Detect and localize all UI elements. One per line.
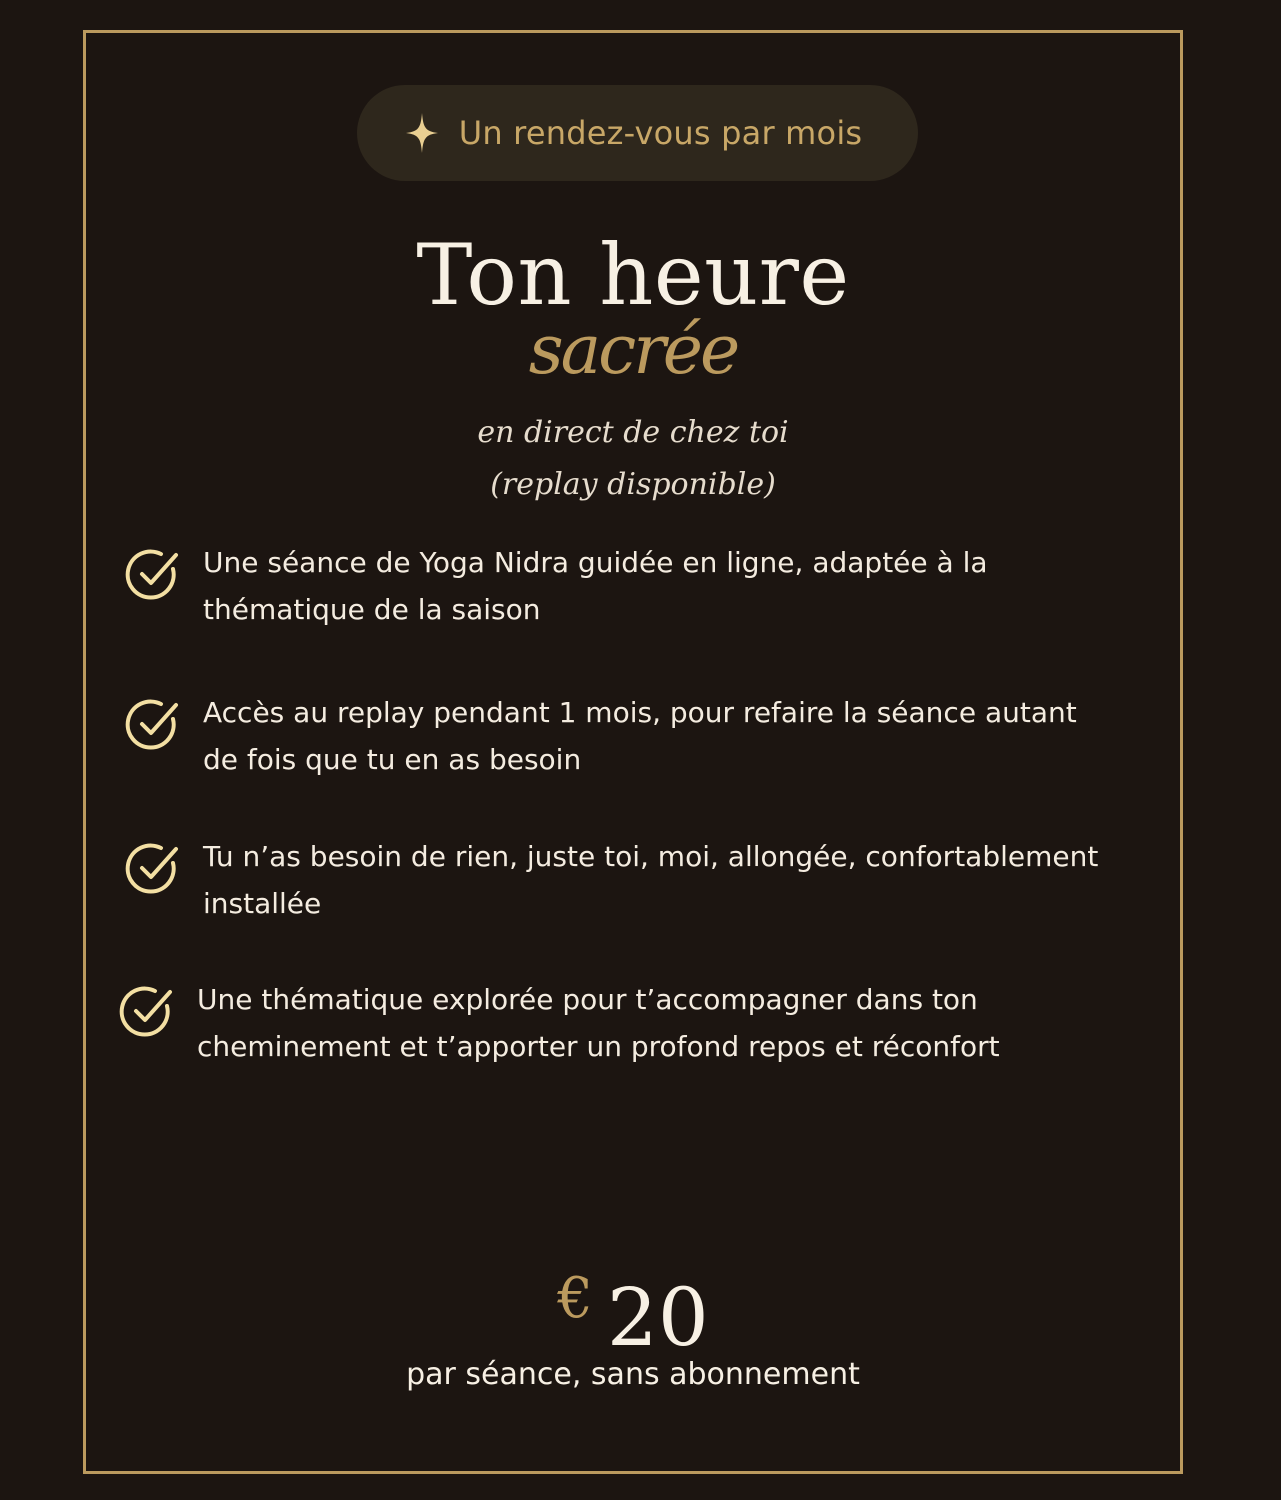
offer-subtitle bbox=[86, 407, 1180, 511]
price-amount: 20 bbox=[606, 1271, 709, 1364]
check-circle-icon bbox=[123, 695, 183, 755]
subtitle-line-replay: (replay disponible) bbox=[490, 467, 776, 502]
sparkle-icon bbox=[405, 112, 439, 154]
offer-title-accent: sacrée bbox=[528, 311, 738, 390]
subtitle-line-live: en direct de chez toi bbox=[477, 415, 789, 450]
feature-item bbox=[123, 539, 1103, 633]
offer-card bbox=[83, 30, 1183, 1474]
check-circle-icon bbox=[123, 545, 183, 605]
feature-text: Tu n’as besoin de rien, juste toi, moi, allongée, confortablement installée bbox=[203, 840, 1099, 920]
frequency-badge bbox=[357, 85, 918, 181]
feature-item bbox=[123, 689, 1103, 783]
price-note: par séance, sans abonnement bbox=[406, 1357, 860, 1392]
feature-text: Accès au replay pendant 1 mois, pour refaire la séance autant de fois que tu en as besoin bbox=[203, 696, 1077, 776]
feature-item bbox=[117, 976, 1097, 1070]
feature-item bbox=[123, 833, 1103, 927]
price-currency: € bbox=[557, 1266, 593, 1331]
offer-title: Ton heure bbox=[416, 226, 850, 324]
feature-text: Une thématique explorée pour t’accompagner dans ton cheminement et t’apporter un profond repos et réconfort bbox=[197, 983, 1000, 1063]
check-circle-icon bbox=[123, 839, 183, 899]
check-circle-icon bbox=[117, 982, 177, 1042]
badge-label: Un rendez-vous par mois bbox=[458, 114, 863, 152]
feature-text: Une séance de Yoga Nidra guidée en ligne, adaptée à la thématique de la saison bbox=[203, 546, 988, 626]
